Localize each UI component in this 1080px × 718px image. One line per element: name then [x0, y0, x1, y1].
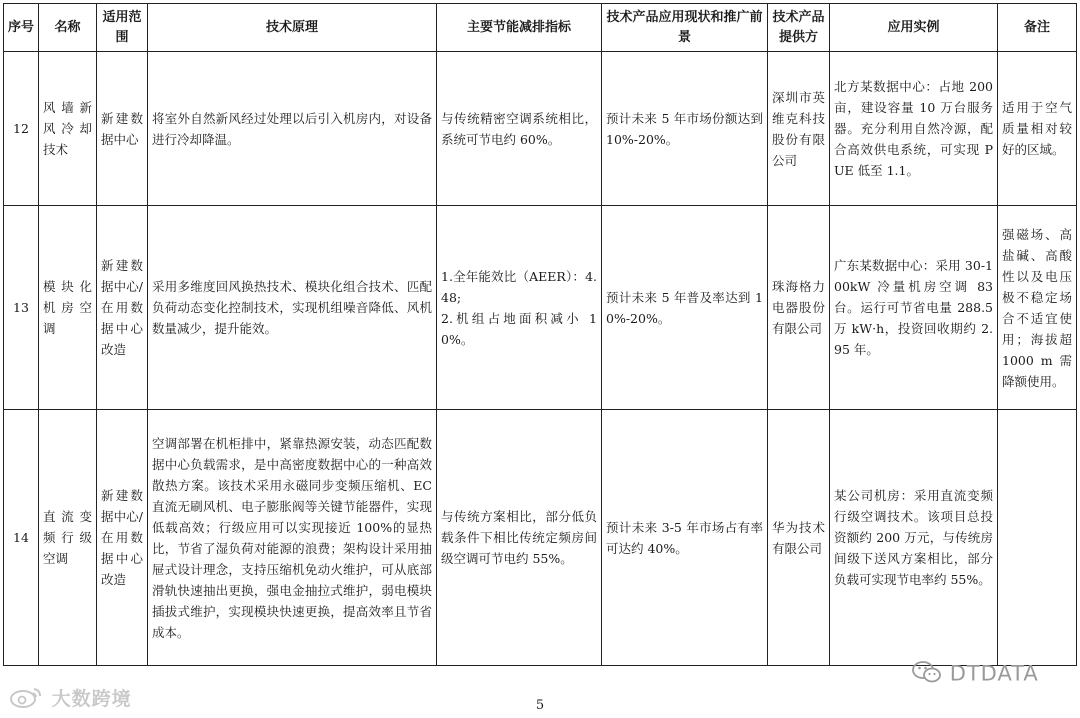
tech-table: [3, 3, 1077, 666]
cell-no: 14: [4, 410, 39, 666]
cell-no: 13: [4, 206, 39, 410]
watermark-right-text: DTDATA: [949, 661, 1039, 686]
header-scope: 适用范围: [97, 4, 148, 52]
cell-provider: 珠海格力电器股份有限公司: [768, 206, 830, 410]
cell-indicator: [437, 206, 602, 410]
watermark-right: [912, 660, 1039, 689]
wechat-logo-icon: [912, 660, 942, 689]
page-number: 5: [535, 698, 545, 713]
cell-case: 广东某数据中心：采用 30-100kW 冷量机房空调 83 台。运行可节省电量 288.5 万 kW·h，投资回收期约 2.95 年。: [830, 206, 998, 410]
indicator-line-1: 1.全年能效比（AEER）：4.48;: [441, 268, 597, 305]
cell-scope: 新建数据中心/在用数据中心改造: [97, 410, 148, 666]
cell-note: 强磁场、高盐碱、高酸性以及电压极不稳定场合不适宜使用；海拔超 1000 m 需降额使用。: [998, 206, 1077, 410]
cell-indicator: 与传统精密空调系统相比，系统可节电约 60%。: [437, 52, 602, 206]
cell-name: 直流变频行级空调: [39, 410, 97, 666]
cell-case: 北方某数据中心：占地 200 亩，建设容量 10 万台服务器。充分利用自然冷源，配合高效供电系统，可实现 PUE 低至 1.1。: [830, 52, 998, 206]
cell-status: 预计未来 3-5 年市场占有率可达约 40%。: [602, 410, 768, 666]
cell-no: 12: [4, 52, 39, 206]
cell-status: 预计未来 5 年普及率达到 10%-20%。: [602, 206, 768, 410]
table-row: [4, 52, 1077, 206]
header-indicator: 主要节能减排指标: [437, 4, 602, 52]
watermark-left-text: 大数跨境: [51, 688, 132, 710]
cell-status: 预计未来 5 年市场份额达到 10%-20%。: [602, 52, 768, 206]
cell-principle: 将室外自然新风经过处理以后引入机房内，对设备进行冷却降温。: [148, 52, 437, 206]
cell-indicator: 与传统方案相比，部分低负载条件下相比传统定频房间级空调可节电约 55%。: [437, 410, 602, 666]
table-row: [4, 410, 1077, 666]
cell-note: [998, 410, 1077, 666]
cell-name: 风墙新风冷却技术: [39, 52, 97, 206]
cell-case: 某公司机房：采用直流变频行级空调技术。该项目总投资额约 200 万元，与传统房间级下送风方案相比，部分负载可实现节电率约 55%。: [830, 410, 998, 666]
table-row: [4, 206, 1077, 410]
cell-provider: 华为技术有限公司: [768, 410, 830, 666]
cell-principle: 空调部署在机柜排中，紧靠热源安装，动态匹配数据中心负载需求，是中高密度数据中心的一种高效散热方案。该技术采用永磁同步变频压缩机、EC 直流无刷风机、电子膨胀阀等关键节能器件，实现低载高效；行级应用可以实现接近 100%的显热比，节省了湿负荷对能源的浪费；架构设计采用抽屉式设计理念，支持压缩机免动火维护，可从底部滑轨快速抽出更换，强电金抽拉式维护，弱电模块插拔式维护，实现模块快速更换，提高效率且节省成本。: [148, 410, 437, 666]
header-no: 序号: [4, 4, 39, 52]
cell-scope: 新建数据中心/在用数据中心改造: [97, 206, 148, 410]
cell-principle: 采用多维度回风换热技术、模块化组合技术、匹配负荷动态变化控制技术，实现机组噪音降低、风机数量减少，提升能效。: [148, 206, 437, 410]
cell-provider: 深圳市英维克科技股份有限公司: [768, 52, 830, 206]
header-principle: 技术原理: [148, 4, 437, 52]
header-provider: 技术产品提供方: [768, 4, 830, 52]
header-note: 备注: [998, 4, 1077, 52]
header-case: 应用实例: [830, 4, 998, 52]
table-header-row: [4, 4, 1077, 52]
cell-name: 模块化机房空调: [39, 206, 97, 410]
cell-scope: 新建数据中心: [97, 52, 148, 206]
cell-note: 适用于空气质量相对较好的区域。: [998, 52, 1077, 206]
indicator-line-2: 2.机组占地面积减小 10%。: [441, 310, 597, 347]
header-status: 技术产品应用现状和推广前景: [602, 4, 768, 52]
header-name: 名称: [39, 4, 97, 52]
